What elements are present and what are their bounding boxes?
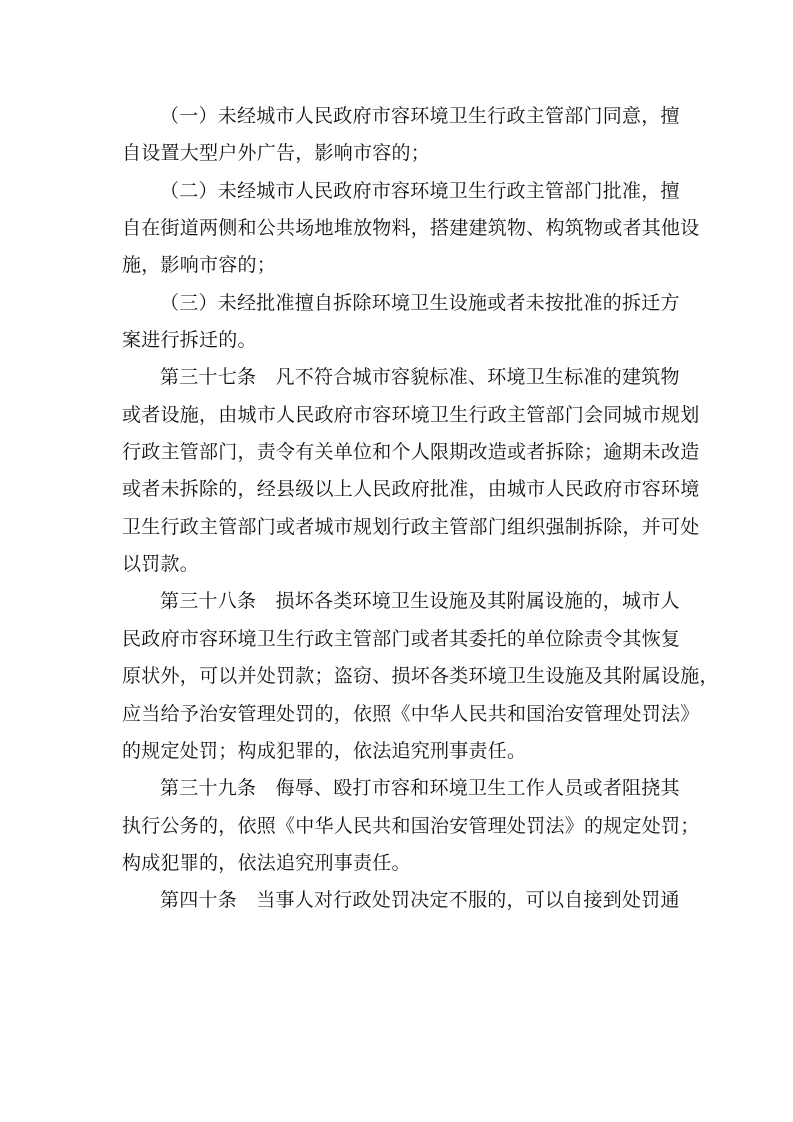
- text-line: 卫生行政主管部门或者城市规划行政主管部门组织强制拆除，并可处: [122, 515, 700, 538]
- text-line: 民政府市容环境卫生行政主管部门或者其委托的单位除责令其恢复: [122, 627, 681, 650]
- document-body: [122, 98, 719, 920]
- text-line: 的规定处罚；构成犯罪的，依法追究刑事责任。: [122, 739, 527, 762]
- text-line: 施，影响市容的；: [122, 254, 277, 277]
- text-line: （二）未经城市人民政府市容环境卫生行政主管部门批准，擅: [160, 179, 680, 202]
- paragraph-article-37: [122, 359, 700, 583]
- text-line: 第三十九条 侮辱、殴打市容和环境卫生工作人员或者阻挠其: [160, 777, 680, 800]
- paragraph-item-2: [122, 173, 700, 285]
- text-line: 执行公务的，依照《中华人民共和国治安管理处罚法》的规定处罚；: [122, 814, 700, 837]
- paragraph-article-40: [122, 882, 680, 919]
- text-line: 自在街道两侧和公共场地堆放物料，搭建建筑物、构筑物或者其他设: [122, 217, 700, 240]
- text-line: 第三十七条 凡不符合城市容貌标准、环境卫生标准的建筑物: [160, 366, 680, 389]
- paragraph-item-1: [122, 98, 680, 173]
- text-line: 或者未拆除的，经县级以上人民政府批准，由城市人民政府市容环境: [122, 478, 700, 501]
- text-line: 第三十八条 损坏各类环境卫生设施及其附属设施的，城市人: [160, 590, 680, 613]
- paragraph-article-39: [122, 770, 700, 882]
- paragraph-item-3: [122, 285, 680, 360]
- text-line: 或者设施，由城市人民政府市容环境卫生行政主管部门会同城市规划: [122, 403, 700, 426]
- text-line: 原状外，可以并处罚款；盗窃、损坏各类环境卫生设施及其附属设施，: [122, 665, 719, 688]
- text-line: 案进行拆迁的。: [122, 329, 257, 352]
- text-line: （一）未经城市人民政府市容环境卫生行政主管部门同意，擅: [160, 105, 680, 127]
- text-line: 构成犯罪的，依法追究刑事责任。: [122, 851, 411, 874]
- text-line: 以罚款。: [122, 553, 200, 576]
- text-line: 自设置大型户外广告，影响市容的；: [122, 142, 431, 165]
- text-line: 行政主管部门，责令有关单位和个人限期改造或者拆除；逾期未改造: [122, 441, 700, 464]
- text-line: 第四十条 当事人对行政处罚决定不服的，可以自接到处罚通: [160, 889, 680, 912]
- text-line: 应当给予治安管理处罚的，依照《中华人民共和国治安管理处罚法》: [122, 702, 700, 725]
- text-line: （三）未经批准擅自拆除环境卫生设施或者未按批准的拆迁方: [160, 291, 680, 314]
- paragraph-article-38: [122, 583, 719, 770]
